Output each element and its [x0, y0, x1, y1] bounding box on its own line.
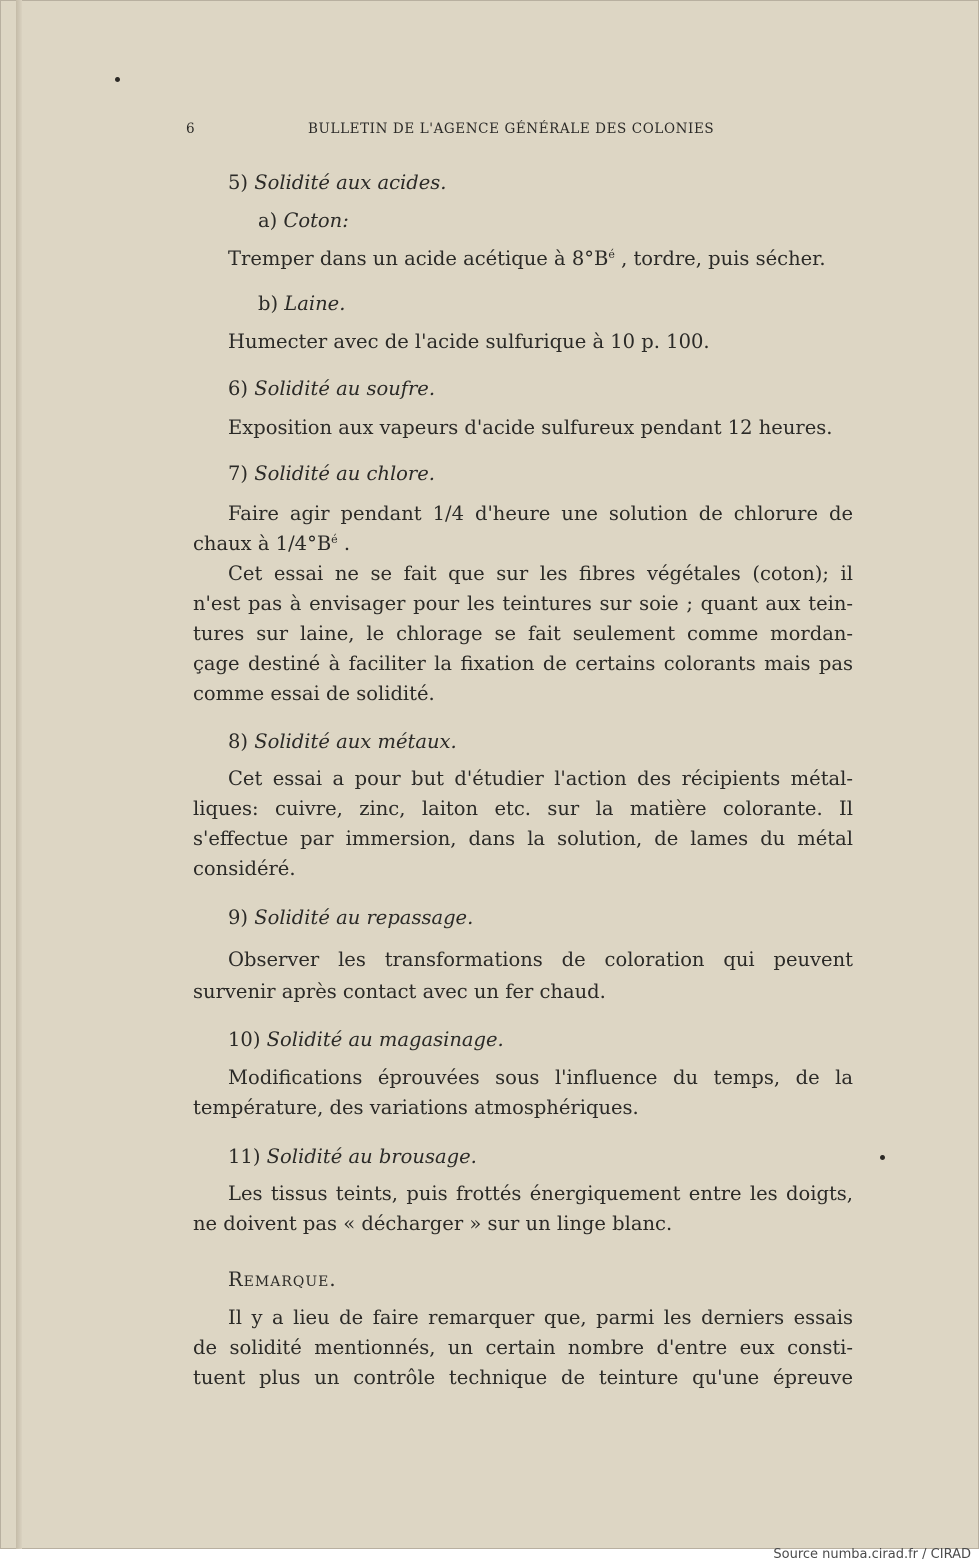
- paragraph-line: Faire agir pendant 1/4 d'heure une solution de chlorure de: [228, 502, 853, 525]
- paragraph-line: Tremper dans un acide acétique à $8^\circ B^é$ , tordre, puis sécher.: [228, 247, 826, 270]
- section-heading: 10) Solidité au magasinage.: [228, 1028, 504, 1051]
- paragraph-line: Modifications éprouvées sous l'influence du temps, de la: [228, 1066, 853, 1089]
- speck: [880, 1155, 885, 1160]
- paragraph-line: comme essai de solidité.: [193, 682, 435, 705]
- paragraph-line: Cet essai ne se fait que sur les fibres végétales (coton); il: [228, 562, 853, 585]
- paragraph-line: Exposition aux vapeurs d'acide sulfureux pendant 12 heures.: [228, 416, 833, 439]
- paragraph-line: Observer les transformations de coloration qui peuvent: [228, 948, 853, 971]
- paragraph-line: de solidité mentionnés, un certain nombre d'entre eux consti-: [193, 1336, 853, 1359]
- paragraph-line: tuent plus un contrôle technique de teinture qu'une épreuve: [193, 1366, 853, 1389]
- paragraph-line: température, des variations atmosphériques.: [193, 1096, 639, 1119]
- subsection-heading: b) Laine.: [258, 292, 346, 315]
- page-number: 6: [186, 121, 196, 137]
- remark-heading: Remarque.: [228, 1268, 337, 1291]
- paragraph-line: tures sur laine, le chlorage se fait seulement comme mordan-: [193, 622, 853, 645]
- running-header: [186, 121, 746, 143]
- paragraph-line: n'est pas à envisager pour les teintures sur soie ; quant aux tein-: [193, 592, 853, 615]
- paragraph-line: ne doivent pas « décharger » sur un linge blanc.: [193, 1212, 673, 1235]
- paragraph-line: liques: cuivre, zinc, laiton etc. sur la matière colorante. Il: [193, 797, 853, 820]
- paragraph-line: s'effectue par immersion, dans la solution, de lames du métal: [193, 827, 853, 850]
- section-heading: 8) Solidité aux métaux.: [228, 730, 457, 753]
- section-heading: 6) Solidité au soufre.: [228, 377, 436, 400]
- paragraph-line: considéré.: [193, 857, 296, 880]
- section-heading: 9) Solidité au repassage.: [228, 906, 474, 929]
- page-edge: [16, 0, 22, 1549]
- paragraph-line: survenir après contact avec un fer chaud.: [193, 980, 606, 1003]
- paragraph-line: chaux à $1/4^\circ B^é$ .: [193, 532, 351, 555]
- paragraph-line: Les tissus teints, puis frottés énergiquement entre les doigts,: [228, 1182, 853, 1205]
- section-heading: 7) Solidité au chlore.: [228, 462, 435, 485]
- paragraph-line: Il y a lieu de faire remarquer que, parmi les derniers essais: [228, 1306, 853, 1329]
- subsection-heading: a) Coton:: [258, 209, 349, 232]
- speck: [115, 77, 120, 82]
- paragraph-line: Cet essai a pour but d'étudier l'action des récipients métal-: [228, 767, 853, 790]
- paragraph-line: çage destiné à faciliter la fixation de certains colorants mais pas: [193, 652, 853, 675]
- paragraph-line: Humecter avec de l'acide sulfurique à 10 p. 100.: [228, 330, 710, 353]
- header-title: BULLETIN DE L'AGENCE GÉNÉRALE DES COLONIES: [308, 121, 715, 137]
- section-heading: 5) Solidité aux acides.: [228, 171, 447, 194]
- source-credit: Source numba.cirad.fr / CIRAD: [773, 1547, 971, 1562]
- section-heading: 11) Solidité au brousage.: [228, 1145, 477, 1168]
